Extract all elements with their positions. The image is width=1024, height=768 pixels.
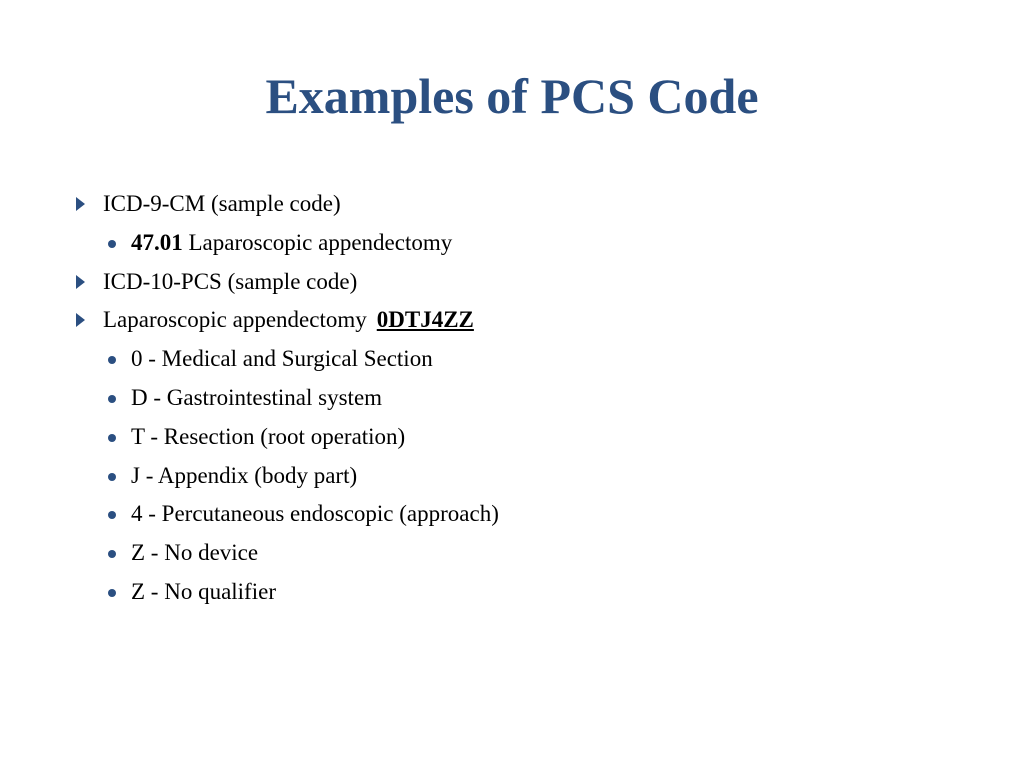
slide-title: Examples of PCS Code <box>265 68 759 124</box>
list-item <box>72 263 972 302</box>
list-item-text: D - Gastrointestinal system <box>131 384 383 410</box>
triangle-right-bullet-icon <box>76 275 85 289</box>
dot-bullet-icon <box>108 395 116 403</box>
triangle-right-bullet-icon <box>76 197 85 211</box>
list-item <box>72 495 972 534</box>
list-item-text: 0 - Medical and Surgical Section <box>131 346 433 372</box>
dot-bullet-icon <box>108 356 116 364</box>
list-item <box>72 418 972 457</box>
list-item-text: T - Resection (root operation) <box>131 423 406 449</box>
list-item-text: J - Appendix (body part) <box>131 462 358 488</box>
dot-bullet-icon <box>108 434 116 442</box>
list-item-text: ICD-10-PCS (sample code) <box>103 268 358 294</box>
list-item-text: Laparoscopic appendectomy <box>182 229 453 255</box>
list-item-text: ICD-9-CM (sample code) <box>103 191 341 216</box>
list-item <box>72 457 972 496</box>
list-item <box>72 301 972 340</box>
list-item <box>72 224 972 263</box>
dot-bullet-icon <box>108 240 116 248</box>
dot-bullet-icon <box>108 473 116 481</box>
list-item-text: Laparoscopic appendectomy <box>103 307 367 333</box>
triangle-right-bullet-icon <box>76 313 85 327</box>
list-item-text: Z - No device <box>131 540 259 566</box>
list-item <box>72 573 972 612</box>
pcs-code: 0DTJ4ZZ <box>376 307 474 333</box>
bullet-list <box>72 185 972 612</box>
list-item <box>72 185 972 224</box>
dot-bullet-icon <box>108 511 116 519</box>
dot-bullet-icon <box>108 589 116 597</box>
list-item <box>72 340 972 379</box>
list-item <box>72 379 972 418</box>
dot-bullet-icon <box>108 550 116 558</box>
icd9-code: 47.01 <box>131 229 183 255</box>
list-item <box>72 534 972 573</box>
list-item-text: Z - No qualifier <box>131 578 276 604</box>
list-item-text: 4 - Percutaneous endoscopic (approach) <box>131 501 499 527</box>
